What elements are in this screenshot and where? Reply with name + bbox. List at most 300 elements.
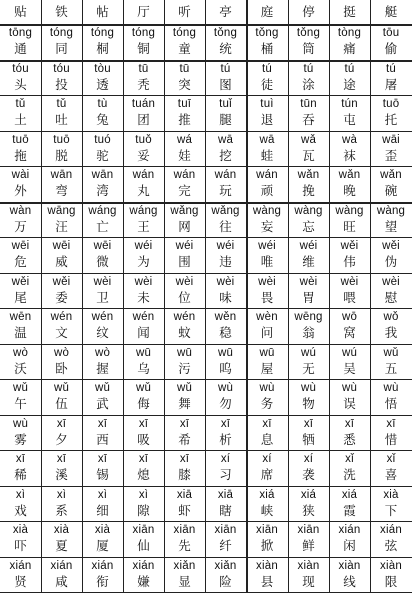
character-cell: 忘: [302, 218, 315, 234]
row-divider: [0, 415, 412, 416]
column-divider: [82, 0, 83, 592]
character-cell: 拖: [14, 147, 27, 163]
pinyin-cell: wù: [217, 382, 234, 394]
pinyin-cell: wā: [259, 133, 275, 146]
character-cell: 伍: [55, 396, 68, 411]
pinyin-cell: xī: [220, 417, 231, 430]
character-cell: 文: [55, 325, 68, 340]
character-cell: 险: [219, 573, 232, 589]
pinyin-cell: xī: [303, 417, 314, 430]
character-cell: 妄: [260, 218, 274, 234]
character-cell: 突: [178, 76, 191, 92]
row-divider: [0, 273, 412, 274]
character-cell: 温: [14, 325, 27, 340]
pinyin-cell: wáng: [129, 204, 158, 217]
row-divider: [0, 237, 412, 238]
pinyin-cell: wén: [91, 311, 114, 323]
pinyin-cell: xiàn: [338, 559, 361, 572]
character-cell: 途: [343, 76, 356, 92]
pinyin-cell: xì: [138, 488, 149, 501]
pinyin-cell: wǎng: [211, 204, 240, 217]
pinyin-cell: tú: [303, 62, 314, 75]
row-divider: [0, 95, 412, 96]
pinyin-cell: xì: [56, 488, 67, 501]
table-row: [0, 61, 412, 96]
row-divider: [0, 166, 412, 167]
pinyin-cell: xiàn: [297, 559, 320, 572]
character-cell: 晚: [343, 183, 356, 198]
character-cell: 歪: [384, 147, 398, 163]
pinyin-cell: xiá: [259, 488, 275, 501]
character-cell: 驼: [96, 147, 109, 163]
pinyin-cell: tù: [97, 98, 108, 110]
character-cell: 涂: [302, 76, 315, 92]
pinyin-cell: tuì: [260, 98, 274, 110]
pinyin-cell: wù: [259, 382, 275, 394]
character-cell: 希: [178, 431, 191, 447]
pinyin-cell: wǔ: [94, 382, 111, 394]
character-cell: 熄: [137, 467, 150, 482]
pinyin-cell: wén: [173, 311, 196, 323]
character-cell: 蚊: [178, 325, 191, 340]
table-row: [0, 132, 412, 167]
character-cell: 痛: [343, 41, 356, 56]
character-cell: 县: [260, 573, 274, 589]
pinyin-cell: wàng: [252, 204, 282, 217]
pinyin-cell: wàng: [376, 204, 406, 217]
character-cell: 屠: [384, 76, 398, 92]
table-row: [0, 238, 412, 273]
character-cell: 我: [384, 325, 398, 340]
pinyin-cell: wān: [50, 169, 73, 181]
pinyin-cell: wǔ: [12, 382, 29, 394]
character-cell: 童: [178, 41, 191, 56]
character-cell: 呜: [219, 360, 232, 376]
character-cell: 位: [178, 289, 191, 305]
pinyin-cell: wèi: [258, 275, 276, 288]
pinyin-cell: xí: [220, 453, 231, 465]
character-cell: 万: [14, 218, 27, 234]
header-character: 停: [302, 4, 315, 19]
pinyin-cell: xiān: [132, 524, 155, 536]
character-cell: 旺: [343, 218, 356, 234]
character-cell: 隙: [137, 502, 150, 518]
pinyin-cell: xī: [138, 453, 149, 465]
pinyin-cell: xí: [303, 453, 314, 465]
character-cell: 惜: [384, 431, 398, 447]
row-divider: [0, 379, 412, 380]
character-cell: 畏: [260, 289, 274, 305]
character-cell: 图: [219, 76, 232, 92]
pinyin-cell: tuī: [177, 98, 192, 110]
character-cell: 息: [260, 431, 274, 447]
character-cell: 现: [302, 573, 315, 589]
pinyin-cell: wū: [135, 346, 152, 359]
character-cell: 头: [14, 76, 27, 92]
pinyin-cell: xiàn: [380, 559, 402, 572]
pinyin-cell: wù: [383, 382, 399, 394]
pinyin-cell: wén: [132, 311, 155, 323]
character-cell: 推: [178, 112, 191, 127]
pinyin-cell: tōu: [382, 27, 400, 39]
character-cell: 湾: [96, 183, 109, 198]
character-cell: 弦: [384, 538, 398, 553]
character-cell: 悟: [384, 396, 398, 411]
pinyin-cell: wō: [341, 311, 358, 323]
pinyin-cell: tuǒ: [135, 133, 152, 146]
character-cell: 衔: [96, 573, 109, 589]
pinyin-cell: xián: [132, 559, 155, 572]
pinyin-cell: tuō: [12, 133, 29, 146]
header-character: 铁: [55, 4, 68, 19]
column-divider: [123, 0, 124, 592]
row-divider: [0, 24, 412, 26]
character-cell: 霞: [343, 502, 356, 518]
pinyin-cell: wéi: [216, 240, 235, 252]
character-cell: 屯: [343, 112, 356, 127]
pinyin-cell: wèi: [134, 275, 153, 288]
character-cell: 铜: [137, 41, 150, 56]
pinyin-cell: xiá: [300, 488, 317, 501]
pinyin-cell: xià: [12, 524, 29, 536]
pinyin-cell: tóng: [49, 27, 74, 39]
pinyin-cell: wù: [12, 417, 29, 430]
character-cell: 团: [137, 112, 150, 127]
table-row: [0, 558, 412, 593]
character-cell: 胃: [302, 289, 315, 305]
header-row: [0, 0, 412, 24]
pinyin-cell: xiā: [217, 488, 234, 501]
character-cell: 乌: [137, 360, 150, 376]
pinyin-cell: tú: [344, 62, 355, 75]
character-cell: 顽: [260, 183, 274, 198]
character-cell: 吸: [137, 431, 150, 447]
character-cell: 西: [96, 431, 109, 447]
pinyin-cell: tóng: [172, 27, 197, 39]
character-cell: 妥: [137, 147, 150, 163]
character-cell: 鲜: [302, 538, 315, 553]
pinyin-cell: wěi: [52, 275, 71, 288]
character-cell: 秃: [137, 76, 150, 92]
pinyin-cell: tōng: [8, 27, 33, 39]
pinyin-cell: wéi: [299, 240, 318, 252]
character-cell: 悉: [343, 431, 356, 447]
character-cell: 洗: [343, 467, 356, 482]
pinyin-cell: wū: [176, 346, 193, 359]
character-cell: 娃: [178, 147, 191, 163]
pinyin-cell: wǔ: [53, 382, 70, 394]
character-cell: 慰: [384, 289, 398, 305]
character-cell: 午: [14, 396, 27, 411]
character-cell: 通: [14, 41, 27, 56]
character-cell: 筒: [302, 41, 315, 56]
pinyin-cell: wēn: [9, 311, 32, 323]
table-row: [0, 380, 412, 415]
header-character: 厅: [137, 4, 150, 19]
character-cell: 雾: [14, 431, 27, 447]
pinyin-cell: wù: [341, 382, 358, 394]
pinyin-cell: xiān: [214, 524, 237, 536]
pinyin-cell: xián: [91, 559, 114, 572]
pinyin-cell: wàn: [9, 204, 32, 217]
pinyin-cell: wàng: [294, 204, 323, 217]
pinyin-cell: tòng: [337, 27, 362, 39]
pinyin-cell: wěi: [11, 275, 30, 288]
character-cell: 咸: [55, 573, 68, 589]
character-cell: 偷: [384, 41, 398, 56]
column-divider: [370, 0, 371, 592]
character-cell: 习: [219, 467, 232, 482]
character-cell: 汪: [55, 218, 68, 234]
pinyin-cell: tún: [341, 98, 358, 110]
table-row: [0, 25, 412, 60]
character-cell: 危: [14, 254, 27, 269]
pinyin-cell: wū: [259, 346, 275, 359]
pinyin-cell: tǔ: [15, 98, 26, 110]
pinyin-cell: tuó: [94, 133, 111, 146]
pinyin-cell: wǔ: [135, 382, 152, 394]
pinyin-cell: tǒng: [296, 27, 321, 39]
character-cell: 稀: [14, 467, 27, 482]
character-cell: 下: [384, 502, 398, 518]
pinyin-cell: xī: [97, 453, 108, 465]
pinyin-cell: wū: [217, 346, 234, 359]
character-cell: 瓦: [302, 147, 315, 163]
character-cell: 碗: [384, 183, 398, 198]
character-cell: 违: [219, 254, 232, 269]
pinyin-cell: xià: [94, 524, 111, 536]
character-cell: 嫌: [137, 573, 150, 589]
character-cell: 闲: [343, 538, 356, 553]
character-cell: 沃: [14, 360, 27, 376]
pinyin-cell: wú: [341, 346, 358, 359]
pinyin-cell: xián: [380, 524, 402, 536]
column-divider: [205, 0, 206, 592]
pinyin-cell: tóu: [12, 62, 29, 75]
pinyin-cell: wán: [173, 169, 196, 181]
row-divider: [0, 131, 412, 132]
row-divider: [0, 344, 412, 345]
pinyin-cell: xiān: [297, 524, 320, 536]
pinyin-cell: wāi: [382, 133, 400, 146]
pinyin-cell: tú: [220, 62, 231, 75]
pinyin-cell: tuō: [53, 133, 70, 146]
header-character: 贴: [14, 4, 27, 19]
character-cell: 退: [260, 112, 274, 127]
character-cell: 望: [384, 218, 398, 234]
character-cell: 瞎: [219, 502, 232, 518]
pinyin-cell: tǔ: [56, 98, 67, 110]
pinyin-cell: xī: [179, 453, 190, 465]
character-cell: 吞: [302, 112, 315, 127]
pinyin-cell: tuǐ: [219, 98, 232, 110]
character-cell: 屋: [260, 360, 274, 376]
character-cell: 侮: [137, 396, 150, 411]
character-cell: 弯: [55, 183, 68, 198]
character-cell: 王: [137, 218, 150, 234]
character-cell: 虾: [178, 502, 191, 518]
character-cell: 贤: [14, 573, 27, 589]
character-cell: 外: [14, 183, 27, 198]
pinyin-cell: wán: [132, 169, 155, 181]
character-cell: 围: [178, 254, 191, 269]
pinyin-cell: wēi: [93, 240, 112, 252]
table-row: [0, 451, 412, 486]
pinyin-cell: wà: [341, 133, 358, 146]
character-cell: 为: [137, 254, 150, 269]
pinyin-cell: wā: [217, 133, 234, 146]
pinyin-cell: tuán: [131, 98, 156, 110]
pinyin-cell: xiá: [341, 488, 358, 501]
character-cell: 勿: [219, 396, 232, 411]
pinyin-cell: xiā: [176, 488, 193, 501]
pinyin-cell: tóng: [131, 27, 156, 39]
character-cell: 舞: [178, 396, 191, 411]
table-row: [0, 167, 412, 202]
pinyin-cell: xī: [344, 417, 355, 430]
pinyin-cell: wán: [256, 169, 278, 181]
pinyin-cell: wá: [176, 133, 193, 146]
character-cell: 系: [55, 502, 68, 518]
character-cell: 显: [178, 573, 191, 589]
character-cell: 无: [302, 360, 315, 376]
character-cell: 戏: [14, 502, 27, 518]
pinyin-cell: xǐ: [386, 453, 396, 465]
character-cell: 喂: [343, 289, 356, 305]
pinyin-cell: wǎng: [170, 204, 199, 217]
character-cell: 未: [137, 289, 150, 305]
character-cell: 委: [55, 289, 68, 305]
character-cell: 细: [96, 502, 109, 518]
pinyin-cell: wáng: [88, 204, 117, 217]
pinyin-cell: tū: [138, 62, 149, 75]
pinyin-cell: xià: [383, 488, 399, 501]
character-cell: 先: [178, 538, 191, 553]
character-cell: 夏: [55, 538, 68, 553]
character-cell: 投: [55, 76, 68, 92]
row-divider: [0, 486, 412, 487]
pinyin-cell: xià: [53, 524, 70, 536]
character-cell: 纤: [219, 538, 232, 553]
character-cell: 透: [96, 76, 109, 92]
table-row: [0, 487, 412, 522]
pinyin-cell: wò: [12, 346, 29, 359]
character-cell: 武: [96, 396, 109, 411]
character-cell: 脱: [55, 147, 68, 163]
character-cell: 腿: [219, 112, 232, 127]
character-cell: 土: [14, 112, 27, 127]
character-cell: 污: [178, 360, 191, 376]
pinyin-cell: wēi: [11, 240, 30, 252]
pinyin-cell: tóng: [90, 27, 115, 39]
pinyin-cell: tǒng: [213, 27, 238, 39]
pinyin-cell: wú: [300, 346, 317, 359]
pinyin-cell: wǔ: [383, 346, 399, 359]
pinyin-cell: xī: [56, 453, 67, 465]
character-cell: 线: [343, 573, 356, 589]
character-cell: 丸: [137, 183, 150, 198]
pinyin-cell: tóu: [53, 62, 70, 75]
pinyin-cell: xiǎn: [214, 559, 237, 572]
character-cell: 桐: [96, 41, 109, 56]
character-cell: 纹: [96, 325, 109, 340]
character-cell: 五: [384, 360, 398, 376]
character-cell: 味: [219, 289, 232, 305]
character-cell: 托: [384, 112, 398, 127]
pinyin-cell: wǎn: [297, 169, 320, 181]
pinyin-cell: xián: [50, 559, 73, 572]
column-divider: [288, 0, 289, 592]
character-cell: 物: [302, 396, 315, 411]
pinyin-cell: wēi: [52, 240, 71, 252]
character-cell: 膝: [178, 467, 191, 482]
character-cell: 吴: [343, 360, 356, 376]
pinyin-cell: wǒ: [383, 311, 399, 323]
pinyin-cell: xiān: [256, 524, 278, 536]
header-character: 亭: [219, 4, 232, 19]
pinyin-cell: xǐ: [345, 453, 354, 465]
row-divider: [0, 557, 412, 558]
pinyin-cell: tūn: [300, 98, 317, 110]
header-character: 挺: [343, 4, 356, 19]
pinyin-cell: wán: [214, 169, 237, 181]
pinyin-cell: tú: [262, 62, 272, 75]
character-cell: 玩: [219, 183, 232, 198]
row-divider: [0, 202, 412, 204]
character-cell: 掀: [260, 538, 274, 553]
column-divider: [246, 0, 248, 592]
pinyin-cell: tǒng: [255, 27, 279, 39]
pinyin-cell: wāng: [47, 204, 76, 217]
pinyin-cell: wēng: [294, 311, 323, 323]
pinyin-cell: wèi: [382, 275, 400, 288]
pinyin-cell: wěi: [382, 240, 400, 252]
character-cell: 尾: [14, 289, 27, 305]
character-cell: 吐: [55, 112, 68, 127]
character-cell: 锡: [96, 467, 109, 482]
character-cell: 同: [55, 41, 68, 56]
row-divider: [0, 450, 412, 451]
character-cell: 亡: [96, 218, 109, 234]
pinyin-cell: wǔ: [176, 382, 193, 394]
character-cell: 翁: [302, 325, 315, 340]
pinyin-cell: wěn: [214, 311, 237, 323]
character-cell: 闻: [137, 325, 150, 340]
header-character: 艇: [384, 4, 398, 19]
character-cell: 微: [96, 254, 109, 269]
pinyin-cell: xī: [262, 417, 272, 430]
character-cell: 伪: [384, 254, 398, 269]
pinyin-cell: xiǎn: [173, 559, 196, 572]
pinyin-cell: xiàn: [256, 559, 278, 572]
pinyin-cell: xián: [9, 559, 32, 572]
character-cell: 卧: [55, 360, 68, 376]
pinyin-cell: xī: [386, 417, 396, 430]
character-cell: 卫: [96, 289, 109, 305]
character-cell: 厦: [96, 538, 109, 553]
pinyin-cell: wéi: [258, 240, 276, 252]
character-cell: 限: [384, 573, 398, 589]
pinyin-cell: tú: [386, 62, 396, 75]
pinyin-cell: wò: [53, 346, 70, 359]
character-cell: 仙: [137, 538, 150, 553]
table-row: [0, 309, 412, 344]
character-cell: 网: [178, 218, 191, 234]
character-cell: 桶: [260, 41, 274, 56]
character-cell: 握: [96, 360, 109, 376]
character-cell: 狭: [302, 502, 315, 518]
column-divider: [41, 0, 42, 592]
